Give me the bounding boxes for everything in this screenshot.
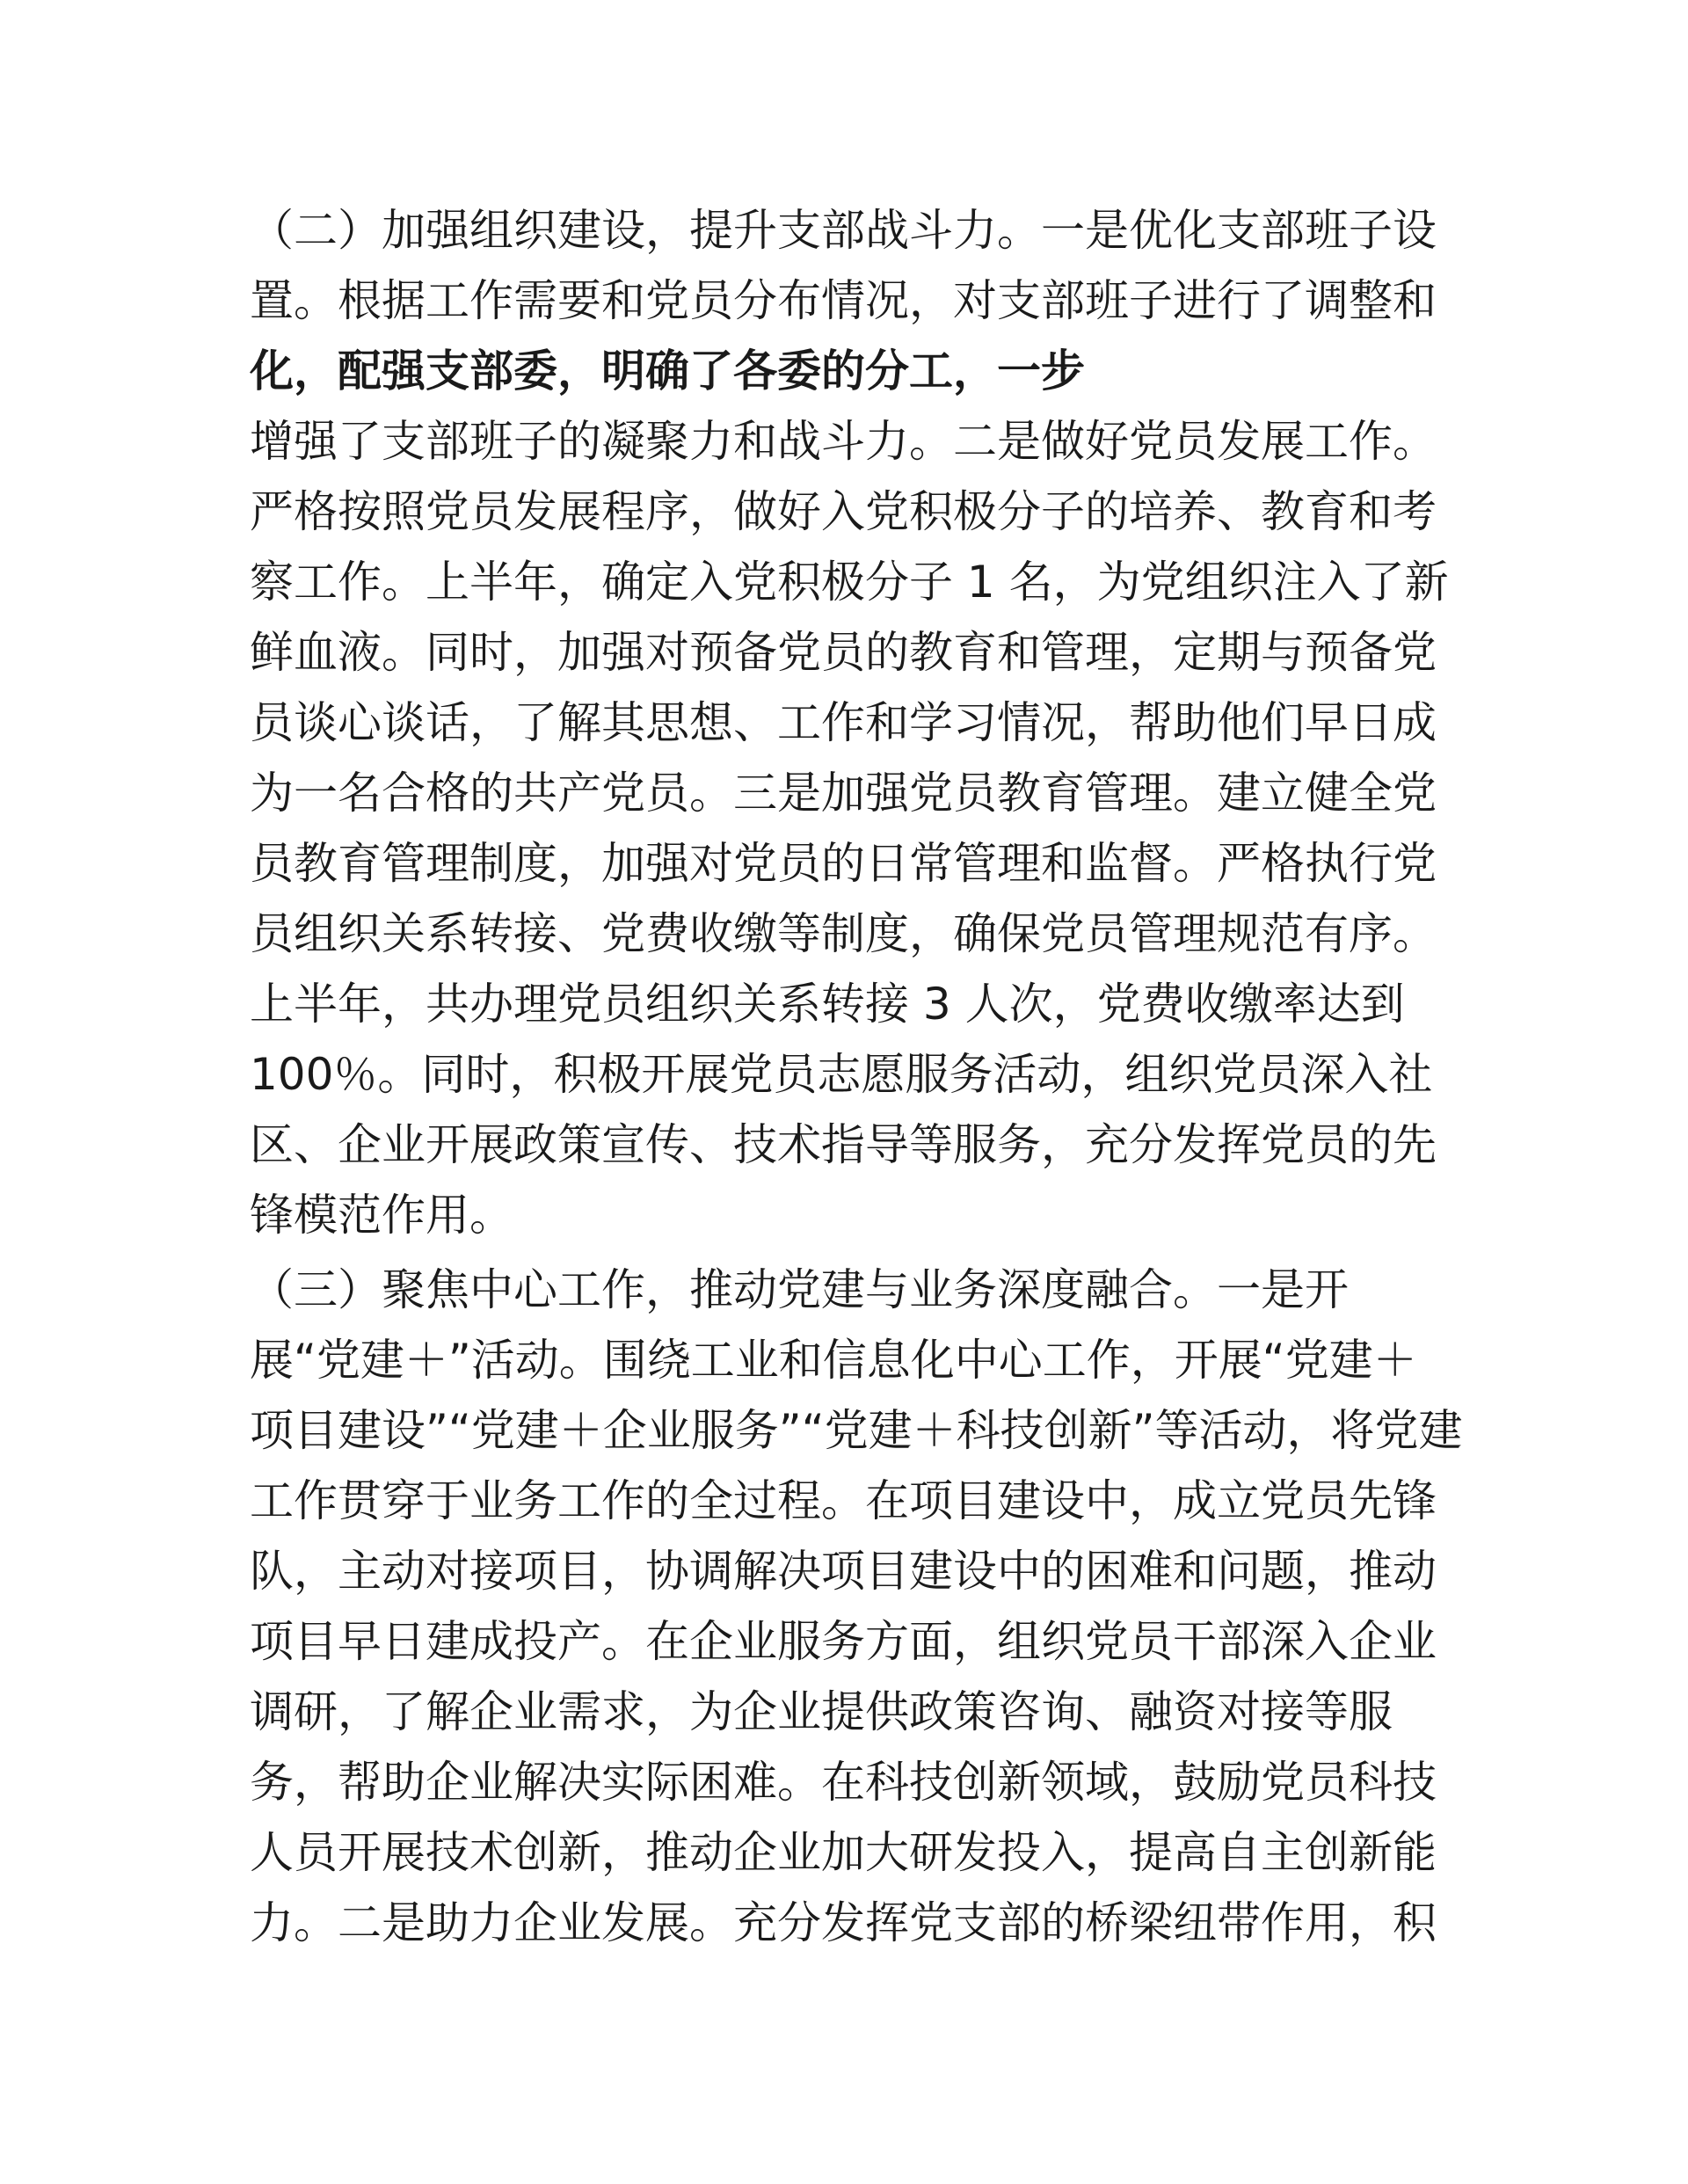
text-line: 展“党建＋”活动。围绕工业和信息化中心工作，开展“党建＋ (250, 1335, 1417, 1386)
paragraph-organization-building (250, 195, 1449, 1250)
text-line: 为一名合格的共产党员。三是加强党员教育管理。建立健全党 (250, 768, 1437, 819)
text-line: 100％。同时，积极开展党员志愿服务活动，组织党员深入社 (250, 1049, 1433, 1100)
text-line: 增强了支部班子的凝聚力和战斗力。二是做好党员发展工作。 (250, 416, 1437, 467)
text-line: 队，主动对接项目，协调解决项目建设中的困难和问题，推动 (250, 1546, 1437, 1597)
text-line: 员教育管理制度，加强对党员的日常管理和监督。严格执行党 (250, 838, 1437, 889)
paragraph-central-work-integration (250, 1255, 1463, 1958)
text-line: 项目早日建成投产。在企业服务方面，组织党员干部深入企业 (250, 1616, 1437, 1667)
text-line: （三）聚焦中心工作，推动党建与业务深度融合。一是开 (250, 1264, 1349, 1315)
text-line: （二）加强组织建设，提升支部战斗力。一是优化支部班子设 (250, 205, 1437, 256)
text-line: 区、企业开展政策宣传、技术指导等服务，充分发挥党员的先 (250, 1119, 1437, 1170)
text-line: 人员开展技术创新，推动企业加大研发投入，提高自主创新能 (250, 1827, 1437, 1878)
text-line: 严格按照党员发展程序，做好入党积极分子的培养、教育和考 (250, 486, 1437, 537)
text-line: 调研，了解企业需求，为企业提供政策咨询、融资对接等服 (250, 1686, 1393, 1737)
text-line: 员组织关系转接、党费收缴等制度，确保党员管理规范有序。 (250, 908, 1437, 959)
text-line: 上半年，共办理党员组织关系转接 3 人次，党费收缴率达到 (250, 979, 1405, 1030)
text-line: 项目建设”“党建＋企业服务”“党建＋科技创新”等活动，将党建 (250, 1405, 1463, 1456)
text-line: 化，配强支部委，明确了各委的分工，一步 (250, 346, 1085, 397)
text-line: 置。根据工作需要和党员分布情况，对支部班子进行了调整和 (250, 275, 1437, 326)
text-line: 力。二是助力企业发展。充分发挥党支部的桥梁纽带作用，积 (250, 1897, 1437, 1948)
text-line: 锋模范作用。 (250, 1190, 513, 1241)
text-line: 务，帮助企业解决实际困难。在科技创新领域，鼓励党员科技 (250, 1757, 1437, 1808)
text-line: 察工作。上半年，确定入党积极分子 1 名，为党组织注入了新 (250, 557, 1449, 608)
text-line: 工作贯穿于业务工作的全过程。在项目建设中，成立党员先锋 (250, 1475, 1437, 1526)
text-line: 鲜血液。同时，加强对预备党员的教育和管理，定期与预备党 (250, 627, 1437, 678)
text-line: 员谈心谈话，了解其思想、工作和学习情况，帮助他们早日成 (250, 697, 1437, 748)
